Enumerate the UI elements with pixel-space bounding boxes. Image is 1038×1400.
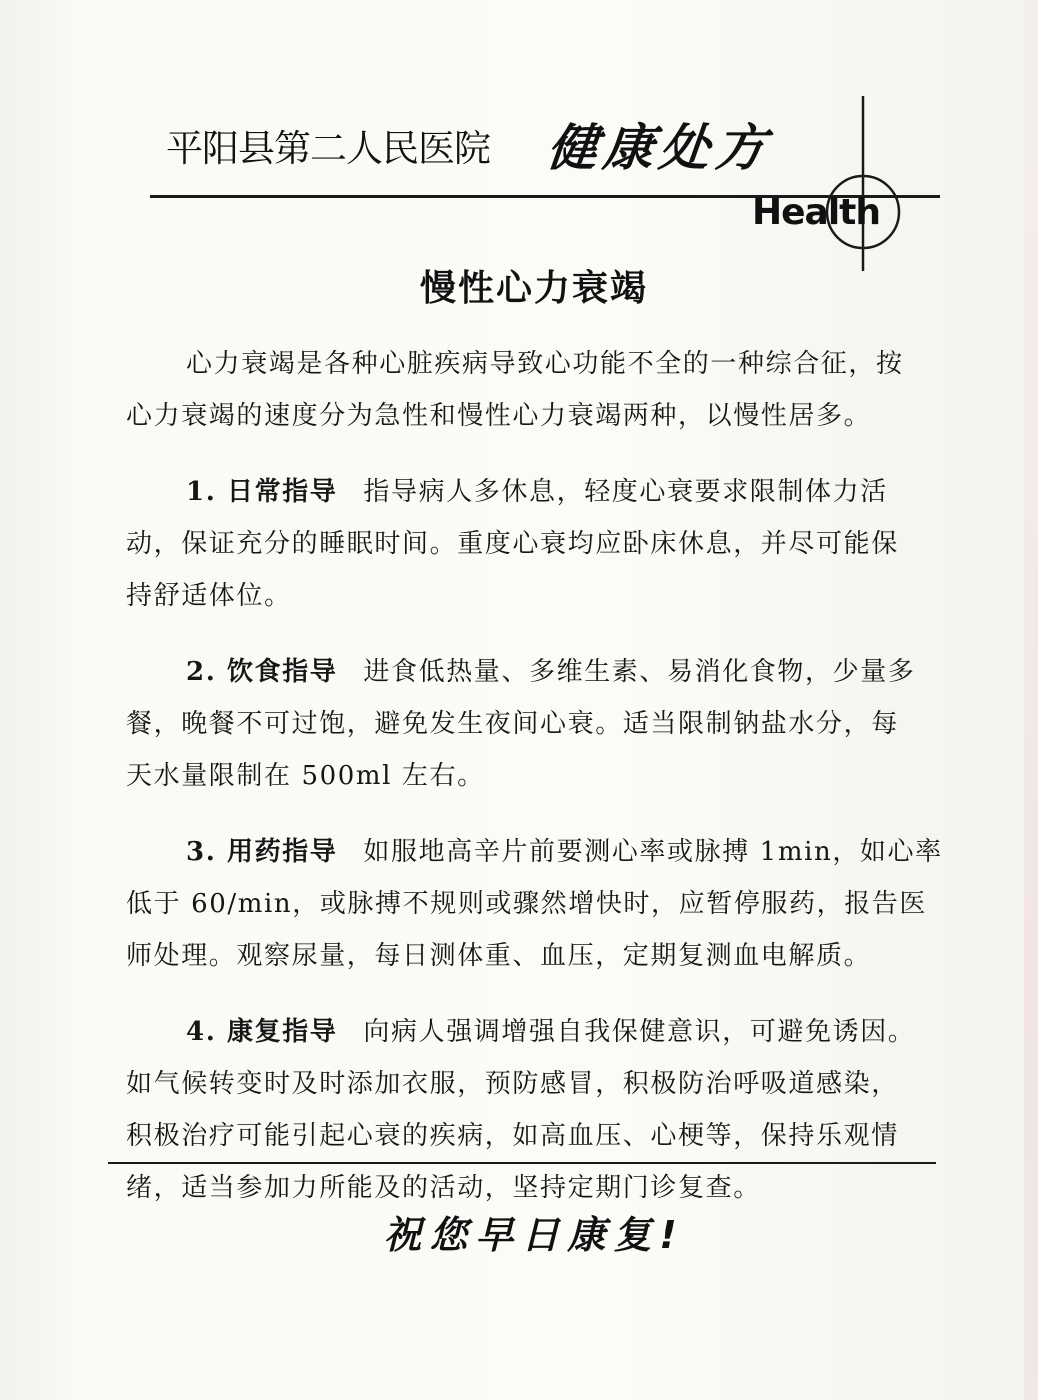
closing-wish: 祝您早日康复! [383, 1213, 685, 1257]
section-line: 低于 60/min，或脉搏不规则或骤然增快时，应暂停服药，报告医 [126, 889, 928, 919]
section-line: 餐，晚餐不可过饱，避免发生夜间心衰。适当限制钠盐水分，每 [126, 709, 899, 739]
section-line: 天水量限制在 500ml 左右。 [126, 761, 485, 791]
section-first-line [126, 1006, 946, 1058]
health-logo-text: Health [752, 192, 881, 233]
section-heading: 2. 饮食指导 [186, 657, 338, 687]
hospital-name: 平阳县第二人民医院 [166, 127, 490, 170]
section-first-line [126, 646, 946, 698]
paper-edge-tint [1024, 0, 1038, 1400]
section-line: 如气候转变时及时添加衣服，预防感冒，积极防治呼吸道感染， [126, 1069, 899, 1099]
section-heading: 1. 日常指导 [186, 477, 338, 507]
section-line: 师处理。观察尿量，每日测体重、血压，定期复测血电解质。 [126, 941, 872, 971]
section-first-line [126, 826, 946, 878]
section-heading: 3. 用药指导 [186, 837, 338, 867]
section-line: 动，保证充分的睡眠时间。重度心衰均应卧床休息，并尽可能保 [126, 529, 899, 559]
section-line: 持舒适体位。 [126, 581, 292, 611]
document-title: 慢性心力衰竭 [419, 268, 648, 309]
section-line: 绪，适当参加力所能及的活动，坚持定期门诊复查。 [126, 1173, 761, 1203]
header-title: 健康处方 [544, 119, 775, 177]
crosshair-logo-icon [800, 96, 940, 271]
intro-line: 心力衰竭的速度分为急性和慢性心力衰竭两种，以慢性居多。 [126, 401, 872, 431]
section-line: 积极治疗可能引起心衰的疾病，如高血压、心梗等，保持乐观情 [126, 1121, 899, 1151]
intro-line: 心力衰竭是各种心脏疾病导致心功能不全的一种综合征，按 [186, 349, 904, 379]
section-text: 进食低热量、多维生素、易消化食物，少量多 [363, 657, 916, 687]
section-heading: 4. 康复指导 [186, 1017, 338, 1047]
section-text: 向病人强调增强自我保健意识，可避免诱因。 [363, 1017, 916, 1047]
footer-divider [108, 1162, 936, 1164]
section-first-line [126, 466, 946, 518]
document-body [126, 338, 946, 1214]
section-text: 如服地高辛片前要测心率或脉搏 1min，如心率 [363, 837, 943, 867]
section-text: 指导病人多休息，轻度心衰要求限制体力活 [363, 477, 888, 507]
